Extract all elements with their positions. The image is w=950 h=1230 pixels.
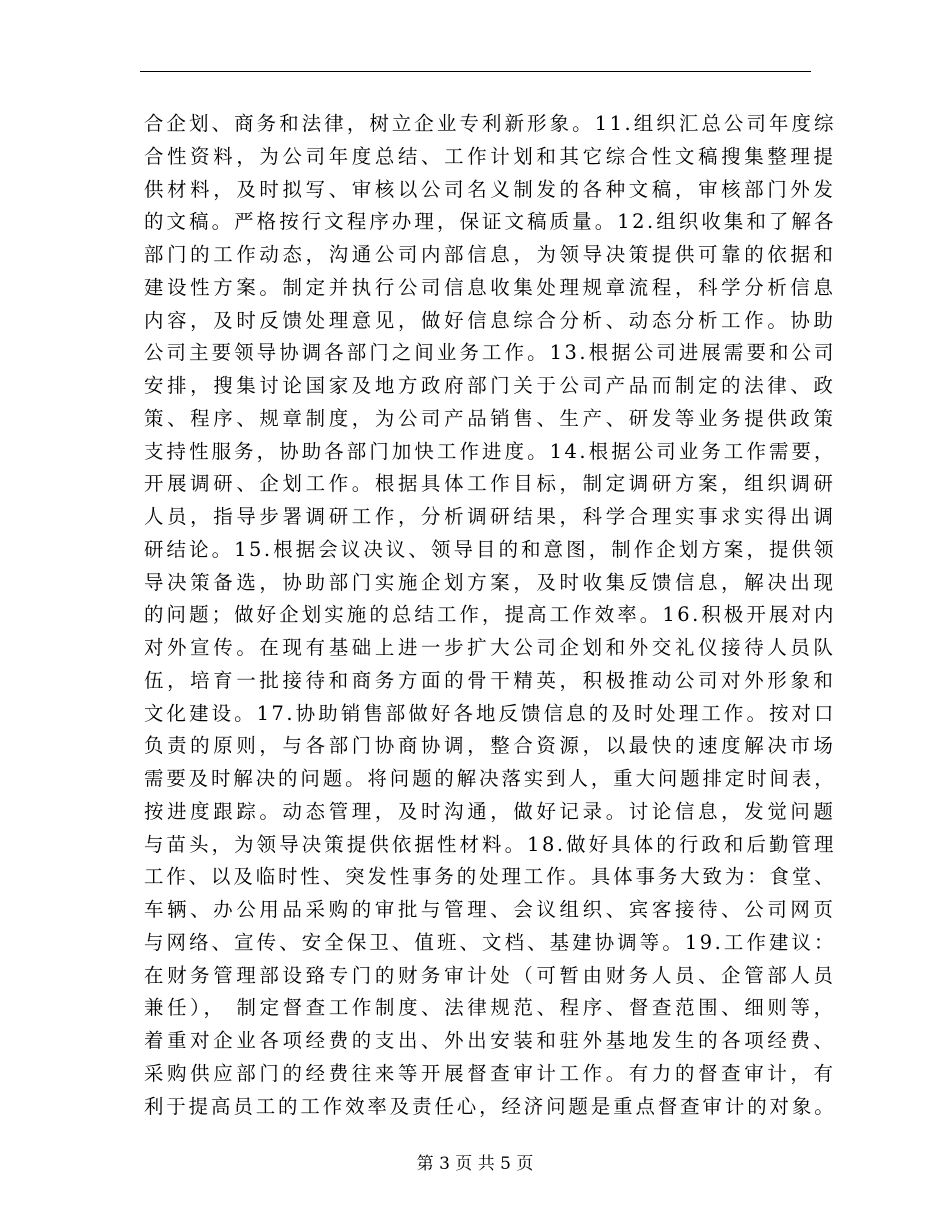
text-line: 支持性服务，协助各部门加快工作进度。14.根据公司业务工作需要，	[144, 439, 836, 463]
text-line: 人员，指导步署调研工作，分析调研结果，科学合理实事求实得出调	[144, 505, 836, 528]
text-line: 兼任）， 制定督查工作制度、法律规范、程序、督查范围、细则等，	[144, 996, 836, 1020]
text-line: 工作、以及临时性、突发性事务的处理工作。具体事务大致为：食堂、	[144, 865, 836, 889]
text-line: 供材料，及时拟写、审核以公司名义制发的各种文稿，审核部门外发	[144, 177, 836, 201]
text-line: 负责的原则，与各部门协商协调，整合资源，以最快的速度解决市场	[144, 734, 836, 758]
text-line: 的问题；做好企划实施的总结工作，提高工作效率。16.积极开展对内	[144, 603, 836, 627]
document-body	[144, 108, 836, 1123]
text-line: 研结论。15.根据会议决议、领导目的和意图，制作企划方案，提供领	[144, 537, 836, 561]
text-line: 策、程序、规章制度，为公司产品销售、生产、研发等业务提供政策	[144, 406, 836, 430]
text-line: 导决策备选，协助部门实施企划方案，及时收集反馈信息，解决出现	[144, 570, 836, 594]
text-line: 合企划、商务和法律，树立企业专利新形象。11.组织汇总公司年度综	[144, 112, 836, 135]
page-number-label: 第 3 页 共 5 页	[416, 1154, 534, 1174]
text-line: 部门的工作动态，沟通公司内部信息，为领导决策提供可靠的依据和	[144, 243, 836, 266]
text-line: 开展调研、企划工作。根据具体工作目标，制定调研方案，组织调研	[144, 472, 836, 496]
text-line: 建设性方案。制定并执行公司信息收集处理规章流程，科学分析信息	[144, 275, 836, 299]
text-line: 对外宣传。在现有基础上进一步扩大公司企划和外交礼仪接待人员队	[144, 636, 836, 659]
text-line: 合性资料，为公司年度总结、工作计划和其它综合性文稿搜集整理提	[144, 144, 836, 168]
text-line: 伍，培育一批接待和商务方面的骨干精英，积极推动公司对外形象和	[144, 668, 836, 692]
text-line: 与网络、宣传、安全保卫、值班、文档、基建协调等。19.工作建议：	[144, 930, 836, 954]
text-line: 需要及时解决的问题。将问题的解决落实到人，重大问题排定时间表，	[144, 767, 836, 790]
page-footer	[0, 1152, 950, 1176]
text-line: 的文稿。严格按行文程序办理，保证文稿质量。12.组织收集和了解各	[144, 210, 836, 234]
text-line: 安排，搜集讨论国家及地方政府部门关于公司产品而制定的法律、政	[144, 374, 836, 397]
text-line: 在财务管理部设臵专门的财务审计处（可暂由财务人员、企管部人员	[144, 963, 836, 987]
text-line: 公司主要领导协调各部门之间业务工作。13.根据公司进展需要和公司	[144, 341, 836, 365]
text-line: 文化建设。17.协助销售部做好各地反馈信息的及时处理工作。按对口	[144, 701, 836, 725]
text-line: 着重对企业各项经费的支出、外出安装和驻外基地发生的各项经费、	[144, 1029, 836, 1052]
text-line: 利于提高员工的工作效率及责任心，经济问题是重点督查审计的对象。	[144, 1094, 836, 1118]
text-line: 采购供应部门的经费往来等开展督查审计工作。有力的督查审计，有	[144, 1061, 836, 1085]
text-line: 内容，及时反馈处理意见，做好信息综合分析、动态分析工作。协助	[144, 308, 836, 332]
header-rule	[140, 71, 811, 72]
text-line: 车辆、办公用品采购的审批与管理、会议组织、宾客接待、公司网页	[144, 898, 836, 921]
text-line: 按进度跟踪。动态管理，及时沟通，做好记录。讨论信息，发觉问题	[144, 799, 836, 823]
text-line: 与苗头，为领导决策提供依据性材料。18.做好具体的行政和后勤管理	[144, 832, 836, 856]
